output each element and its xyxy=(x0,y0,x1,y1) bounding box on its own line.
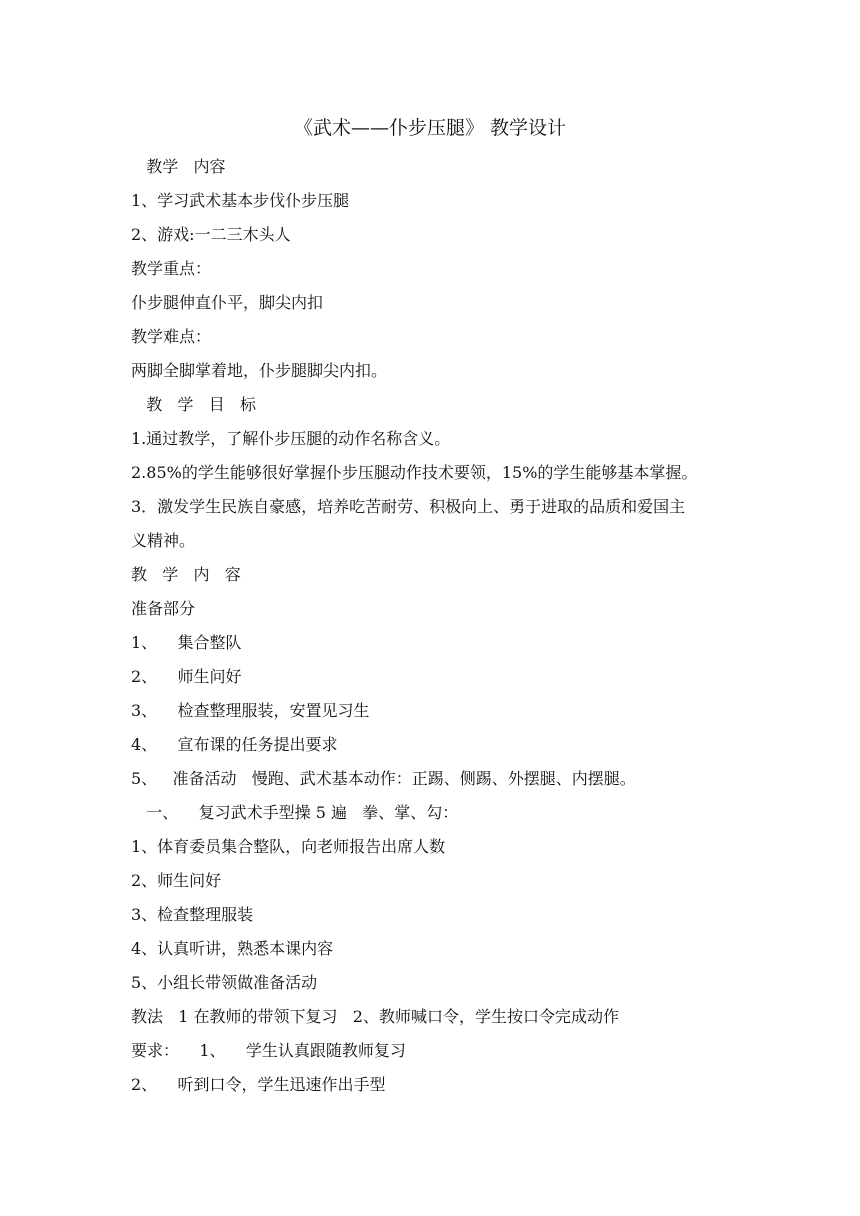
document-body xyxy=(131,150,751,1102)
goal-item-3-continued: 义精神。 xyxy=(131,531,196,550)
difficulty-heading: 教学难点： xyxy=(131,327,212,346)
preparation-item-3: 3、 检查整理服装，安置见习生 xyxy=(131,701,370,720)
student-item-1: 1、体育委员集合整队，向老师报告出席人数 xyxy=(131,837,446,856)
preparation-item-4: 4、 宣布课的任务提出要求 xyxy=(131,735,338,754)
goal-item-1: 1.通过教学，了解仆步压腿的动作名称含义。 xyxy=(131,429,451,448)
key-points-text: 仆步腿伸直仆平，脚尖内扣 xyxy=(131,293,324,312)
content-item-2: 2、游戏:一二三木头人 xyxy=(131,225,291,244)
section-heading-teaching-content: 教 学 内 容 xyxy=(131,565,241,584)
key-points-heading: 教学重点： xyxy=(131,259,212,278)
review-heading: 一、 复习武术手型操 5 遍 拳、掌、勾： xyxy=(131,803,459,822)
student-item-5: 5、小组长带领做准备活动 xyxy=(131,973,318,992)
student-item-3: 3、检查整理服装 xyxy=(131,905,254,924)
student-item-4: 4、认真听讲，熟悉本课内容 xyxy=(131,939,334,958)
content-item-1: 1、学习武术基本步伐仆步压腿 xyxy=(131,191,350,210)
preparation-item-1: 1、 集合整队 xyxy=(131,633,242,652)
student-item-2: 2、师生问好 xyxy=(131,871,222,890)
teaching-method: 教法 1 在教师的带领下复习 2、教师喊口令，学生按口令完成动作 xyxy=(131,1007,619,1026)
document-title: 《武术——仆步压腿》 教学设计 xyxy=(293,117,567,139)
preparation-heading: 准备部分 xyxy=(131,599,196,618)
goal-item-3: 3．激发学生民族自豪感，培养吃苦耐劳、积极向上、勇于进取的品质和爱国主 xyxy=(131,497,686,516)
goal-item-2: 2.85%的学生能够很好掌握仆步压腿动作技术要领，15%的学生能够基本掌握。 xyxy=(131,463,698,482)
preparation-item-2: 2、 师生问好 xyxy=(131,667,242,686)
preparation-item-5: 5、 准备活动 慢跑、武术基本动作：正踢、侧踢、外摆腿、内摆腿。 xyxy=(131,769,636,788)
section-heading-goals: 教 学 目 标 xyxy=(131,395,257,414)
requirement-item-1: 要求： 1、 学生认真跟随教师复习 xyxy=(131,1041,406,1060)
section-heading-content: 教学 内容 xyxy=(131,157,226,176)
difficulty-text: 两脚全脚掌着地，仆步腿脚尖内扣。 xyxy=(131,361,388,380)
requirement-item-2: 2、 听到口令，学生迅速作出手型 xyxy=(131,1075,386,1094)
